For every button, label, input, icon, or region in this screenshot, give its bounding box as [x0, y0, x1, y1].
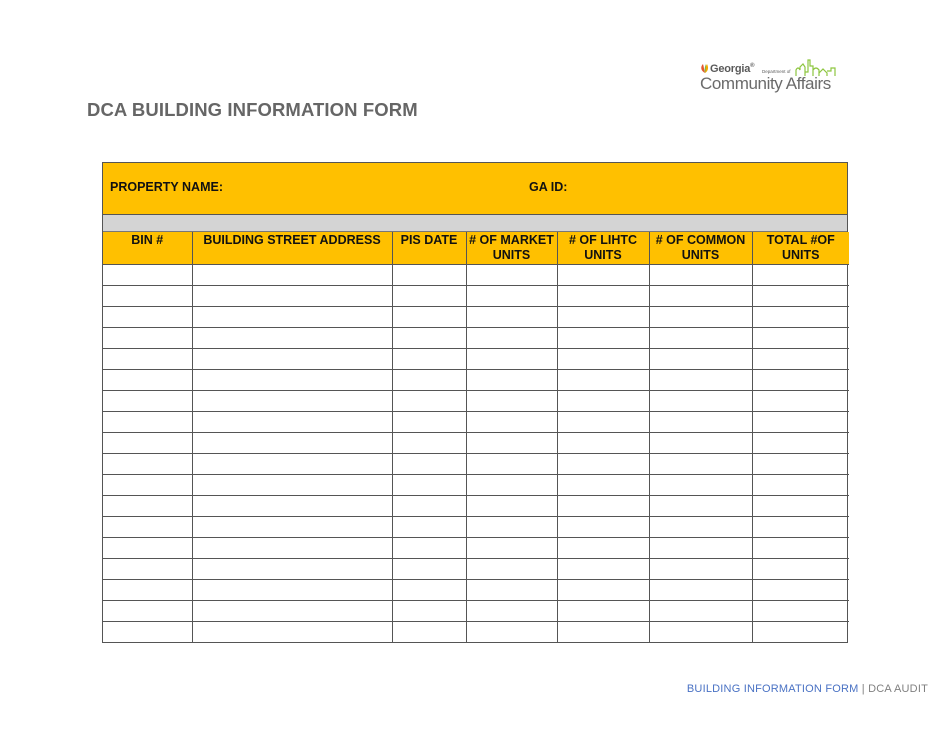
- table-row: [103, 411, 849, 432]
- cell-bin[interactable]: [103, 621, 192, 642]
- cell-total-units[interactable]: [752, 306, 849, 327]
- cell-common-units[interactable]: [649, 474, 752, 495]
- cell-address[interactable]: [192, 621, 392, 642]
- cell-market-units[interactable]: [466, 264, 557, 285]
- cell-bin[interactable]: [103, 285, 192, 306]
- georgia-leaf-icon: [700, 63, 710, 74]
- cell-total-units[interactable]: [752, 390, 849, 411]
- cell-address[interactable]: [192, 516, 392, 537]
- cell-common-units[interactable]: [649, 369, 752, 390]
- cell-total-units[interactable]: [752, 369, 849, 390]
- cell-bin[interactable]: [103, 453, 192, 474]
- table-row: [103, 579, 849, 600]
- cell-pis-date[interactable]: [392, 621, 466, 642]
- cell-lihtc-units[interactable]: [557, 432, 649, 453]
- table-row: [103, 474, 849, 495]
- separator-band: [103, 215, 847, 232]
- cell-lihtc-units[interactable]: [557, 285, 649, 306]
- column-header-bin: BIN #: [103, 232, 192, 264]
- table-body: [103, 264, 849, 642]
- cell-bin[interactable]: [103, 474, 192, 495]
- cell-pis-date[interactable]: [392, 306, 466, 327]
- column-header-market-units: # OF MARKET UNITS: [466, 232, 557, 264]
- cell-pis-date[interactable]: [392, 411, 466, 432]
- cell-lihtc-units[interactable]: [557, 579, 649, 600]
- building-info-form: [102, 162, 848, 643]
- cell-market-units[interactable]: [466, 327, 557, 348]
- table-row: [103, 327, 849, 348]
- cell-bin[interactable]: [103, 537, 192, 558]
- cell-address[interactable]: [192, 327, 392, 348]
- cell-pis-date[interactable]: [392, 537, 466, 558]
- table-row: [103, 537, 849, 558]
- ga-id-label: GA ID:: [529, 180, 568, 194]
- logo-agency: Community Affairs: [700, 74, 831, 93]
- cell-common-units[interactable]: [649, 348, 752, 369]
- cell-market-units[interactable]: [466, 285, 557, 306]
- table-row: [103, 453, 849, 474]
- cell-total-units[interactable]: [752, 621, 849, 642]
- cell-bin[interactable]: [103, 579, 192, 600]
- cell-total-units[interactable]: [752, 348, 849, 369]
- cell-address[interactable]: [192, 348, 392, 369]
- cell-total-units[interactable]: [752, 453, 849, 474]
- cell-common-units[interactable]: [649, 327, 752, 348]
- cell-lihtc-units[interactable]: [557, 474, 649, 495]
- cell-common-units[interactable]: [649, 537, 752, 558]
- cell-bin[interactable]: [103, 558, 192, 579]
- cell-address[interactable]: [192, 495, 392, 516]
- cell-address[interactable]: [192, 537, 392, 558]
- cell-market-units[interactable]: [466, 558, 557, 579]
- table-row: [103, 285, 849, 306]
- cell-lihtc-units[interactable]: [557, 600, 649, 621]
- cell-lihtc-units[interactable]: [557, 411, 649, 432]
- cell-bin[interactable]: [103, 600, 192, 621]
- cell-address[interactable]: [192, 600, 392, 621]
- column-header-address: BUILDING STREET ADDRESS: [192, 232, 392, 264]
- cell-address[interactable]: [192, 306, 392, 327]
- table-row: [103, 600, 849, 621]
- cell-total-units[interactable]: [752, 432, 849, 453]
- cell-bin[interactable]: [103, 432, 192, 453]
- cell-address[interactable]: [192, 474, 392, 495]
- cell-pis-date[interactable]: [392, 516, 466, 537]
- cell-lihtc-units[interactable]: [557, 264, 649, 285]
- cell-address[interactable]: [192, 285, 392, 306]
- cell-bin[interactable]: [103, 264, 192, 285]
- cell-pis-date[interactable]: [392, 369, 466, 390]
- cell-market-units[interactable]: [466, 621, 557, 642]
- cell-market-units[interactable]: [466, 537, 557, 558]
- cell-market-units[interactable]: [466, 579, 557, 600]
- cell-lihtc-units[interactable]: [557, 369, 649, 390]
- cell-total-units[interactable]: [752, 558, 849, 579]
- cell-lihtc-units[interactable]: [557, 327, 649, 348]
- cell-total-units[interactable]: [752, 264, 849, 285]
- column-header-total-units: TOTAL #OF UNITS: [752, 232, 849, 264]
- cell-lihtc-units[interactable]: [557, 537, 649, 558]
- cell-market-units[interactable]: [466, 348, 557, 369]
- cell-lihtc-units[interactable]: [557, 453, 649, 474]
- cell-total-units[interactable]: [752, 411, 849, 432]
- cell-pis-date[interactable]: [392, 348, 466, 369]
- cell-bin[interactable]: [103, 411, 192, 432]
- cell-total-units[interactable]: [752, 474, 849, 495]
- cell-address[interactable]: [192, 453, 392, 474]
- cell-common-units[interactable]: [649, 600, 752, 621]
- table-row: [103, 621, 849, 642]
- column-header-common-units: # OF COMMON UNITS: [649, 232, 752, 264]
- cell-pis-date[interactable]: [392, 327, 466, 348]
- cell-common-units[interactable]: [649, 411, 752, 432]
- cell-total-units[interactable]: [752, 600, 849, 621]
- cell-bin[interactable]: [103, 306, 192, 327]
- cell-total-units[interactable]: [752, 579, 849, 600]
- table-row: [103, 558, 849, 579]
- page-footer: [687, 683, 928, 695]
- cell-address[interactable]: [192, 558, 392, 579]
- cell-pis-date[interactable]: [392, 432, 466, 453]
- property-name-label: PROPERTY NAME:: [110, 180, 223, 194]
- cell-total-units[interactable]: [752, 285, 849, 306]
- dca-logo: [700, 58, 850, 98]
- table-row: [103, 432, 849, 453]
- footer-document-name: BUILDING INFORMATION FORM: [686, 683, 859, 695]
- logo-state: Georgia®: [710, 63, 755, 75]
- cell-pis-date[interactable]: [392, 453, 466, 474]
- cell-market-units[interactable]: [466, 453, 557, 474]
- cell-pis-date[interactable]: [392, 579, 466, 600]
- cell-market-units[interactable]: [466, 474, 557, 495]
- cell-bin[interactable]: [103, 516, 192, 537]
- cell-bin[interactable]: [103, 348, 192, 369]
- cell-common-units[interactable]: [649, 495, 752, 516]
- cell-market-units[interactable]: [466, 600, 557, 621]
- cell-lihtc-units[interactable]: [557, 348, 649, 369]
- cell-pis-date[interactable]: [392, 600, 466, 621]
- cell-market-units[interactable]: [466, 432, 557, 453]
- cell-market-units[interactable]: [466, 411, 557, 432]
- skyline-icon: [795, 58, 839, 78]
- cell-bin[interactable]: [103, 327, 192, 348]
- cell-common-units[interactable]: [649, 306, 752, 327]
- cell-address[interactable]: [192, 264, 392, 285]
- cell-pis-date[interactable]: [392, 390, 466, 411]
- footer-separator: |: [861, 683, 865, 695]
- cell-address[interactable]: [192, 432, 392, 453]
- cell-total-units[interactable]: [752, 516, 849, 537]
- cell-common-units[interactable]: [649, 558, 752, 579]
- cell-market-units[interactable]: [466, 495, 557, 516]
- column-header-pis-date: PIS DATE: [392, 232, 466, 264]
- cell-total-units[interactable]: [752, 495, 849, 516]
- cell-pis-date[interactable]: [392, 495, 466, 516]
- cell-address[interactable]: [192, 579, 392, 600]
- cell-common-units[interactable]: [649, 264, 752, 285]
- cell-lihtc-units[interactable]: [557, 390, 649, 411]
- cell-lihtc-units[interactable]: [557, 621, 649, 642]
- cell-common-units[interactable]: [649, 579, 752, 600]
- cell-pis-date[interactable]: [392, 285, 466, 306]
- cell-lihtc-units[interactable]: [557, 516, 649, 537]
- cell-address[interactable]: [192, 411, 392, 432]
- cell-market-units[interactable]: [466, 390, 557, 411]
- table-header-row: [103, 232, 849, 264]
- cell-common-units[interactable]: [649, 390, 752, 411]
- table-row: [103, 390, 849, 411]
- cell-bin[interactable]: [103, 495, 192, 516]
- cell-market-units[interactable]: [466, 516, 557, 537]
- table-row: [103, 306, 849, 327]
- cell-lihtc-units[interactable]: [557, 495, 649, 516]
- cell-total-units[interactable]: [752, 537, 849, 558]
- table-row: [103, 348, 849, 369]
- cell-common-units[interactable]: [649, 453, 752, 474]
- cell-common-units[interactable]: [649, 621, 752, 642]
- cell-pis-date[interactable]: [392, 474, 466, 495]
- logo-department: Department of: [762, 69, 791, 74]
- building-table: [103, 232, 849, 642]
- table-row: [103, 369, 849, 390]
- cell-total-units[interactable]: [752, 327, 849, 348]
- cell-bin[interactable]: [103, 369, 192, 390]
- cell-market-units[interactable]: [466, 306, 557, 327]
- footer-section-name: DCA AUDIT: [868, 683, 928, 695]
- column-header-lihtc-units: # OF LIHTC UNITS: [557, 232, 649, 264]
- table-row: [103, 516, 849, 537]
- table-row: [103, 264, 849, 285]
- page-title: DCA BUILDING INFORMATION FORM: [87, 99, 418, 120]
- cell-lihtc-units[interactable]: [557, 558, 649, 579]
- cell-common-units[interactable]: [649, 285, 752, 306]
- table-row: [103, 495, 849, 516]
- cell-address[interactable]: [192, 390, 392, 411]
- cell-pis-date[interactable]: [392, 558, 466, 579]
- cell-address[interactable]: [192, 369, 392, 390]
- cell-bin[interactable]: [103, 390, 192, 411]
- cell-common-units[interactable]: [649, 432, 752, 453]
- cell-market-units[interactable]: [466, 369, 557, 390]
- property-band: [103, 163, 847, 215]
- cell-lihtc-units[interactable]: [557, 306, 649, 327]
- cell-pis-date[interactable]: [392, 264, 466, 285]
- cell-common-units[interactable]: [649, 516, 752, 537]
